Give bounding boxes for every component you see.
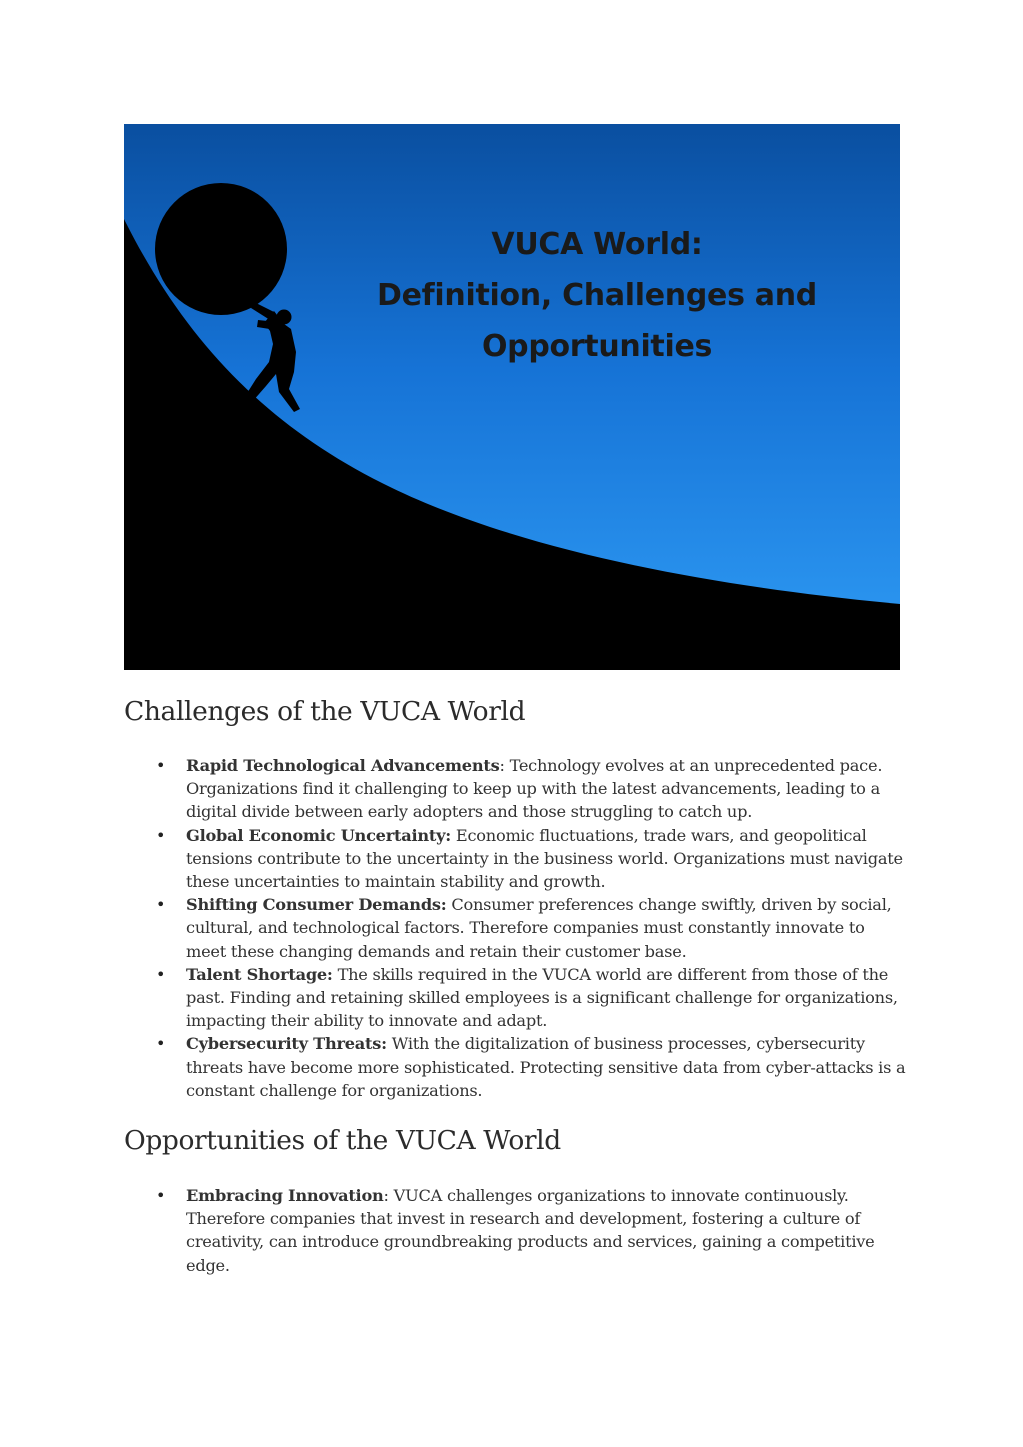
list-item bbox=[186, 1184, 906, 1277]
hero-illustration bbox=[124, 124, 900, 670]
challenges-heading: Challenges of the VUCA World bbox=[124, 696, 526, 727]
item-term: Rapid Technological Advancements bbox=[186, 756, 500, 775]
item-text: Technology evolves at an unprecedented pace. Organizations find it challenging to keep up with the latest advancements, leading to a digital divide between early adopters and those struggling to catch up. bbox=[186, 756, 883, 822]
hero-image bbox=[124, 124, 900, 670]
list-item bbox=[186, 963, 906, 1033]
challenges-list bbox=[186, 754, 906, 1102]
item-text: Consumer preferences change swiftly, driven by social, cultural, and technological factors. Therefore companies must constantly innovate to meet these changing demands and retain their customer base. bbox=[186, 895, 892, 961]
list-item bbox=[186, 754, 906, 824]
item-separator: : bbox=[383, 1186, 389, 1205]
item-text: Economic fluctuations, trade wars, and geopolitical tensions contribute to the uncertainty in the business world. Organizations must navigate these uncertainties to maintain stability and growth. bbox=[186, 825, 903, 892]
list-item bbox=[186, 1032, 906, 1102]
item-text: With the digitalization of business processes, cybersecurity threats have become more sophisticated. Protecting sensitive data from cyber-attacks is a constant challenge for organizations. bbox=[186, 1034, 906, 1100]
item-separator: : bbox=[499, 756, 505, 775]
list-item bbox=[186, 824, 906, 894]
list-item bbox=[186, 893, 906, 963]
hero-title-line: Definition, Challenges and bbox=[377, 278, 817, 313]
item-term: Talent Shortage: bbox=[186, 964, 333, 984]
hero-title-line: Opportunities bbox=[481, 329, 713, 364]
item-text: The skills required in the VUCA world are different from those of the past. Finding and retaining skilled employees is a significant challenge for organizations, impacting their ability to innovate and adapt. bbox=[186, 964, 898, 1031]
hero-title bbox=[362, 219, 832, 372]
hero-title-line: VUCA World: bbox=[491, 227, 703, 262]
opportunities-heading: Opportunities of the VUCA World bbox=[124, 1125, 561, 1156]
opportunities-list bbox=[186, 1184, 906, 1277]
boulder-silhouette bbox=[155, 183, 287, 315]
item-term: Cybersecurity Threats: bbox=[186, 1034, 387, 1054]
item-term: Shifting Consumer Demands: bbox=[186, 895, 447, 915]
item-text: VUCA challenges organizations to innovate continuously. Therefore companies that invest in research and development, fostering a culture of creativity, can introduce groundbreaking products and services, gaining a competitive edge. bbox=[186, 1186, 875, 1275]
item-term: Embracing Innovation bbox=[186, 1186, 384, 1205]
item-term: Global Economic Uncertainty: bbox=[186, 825, 452, 845]
